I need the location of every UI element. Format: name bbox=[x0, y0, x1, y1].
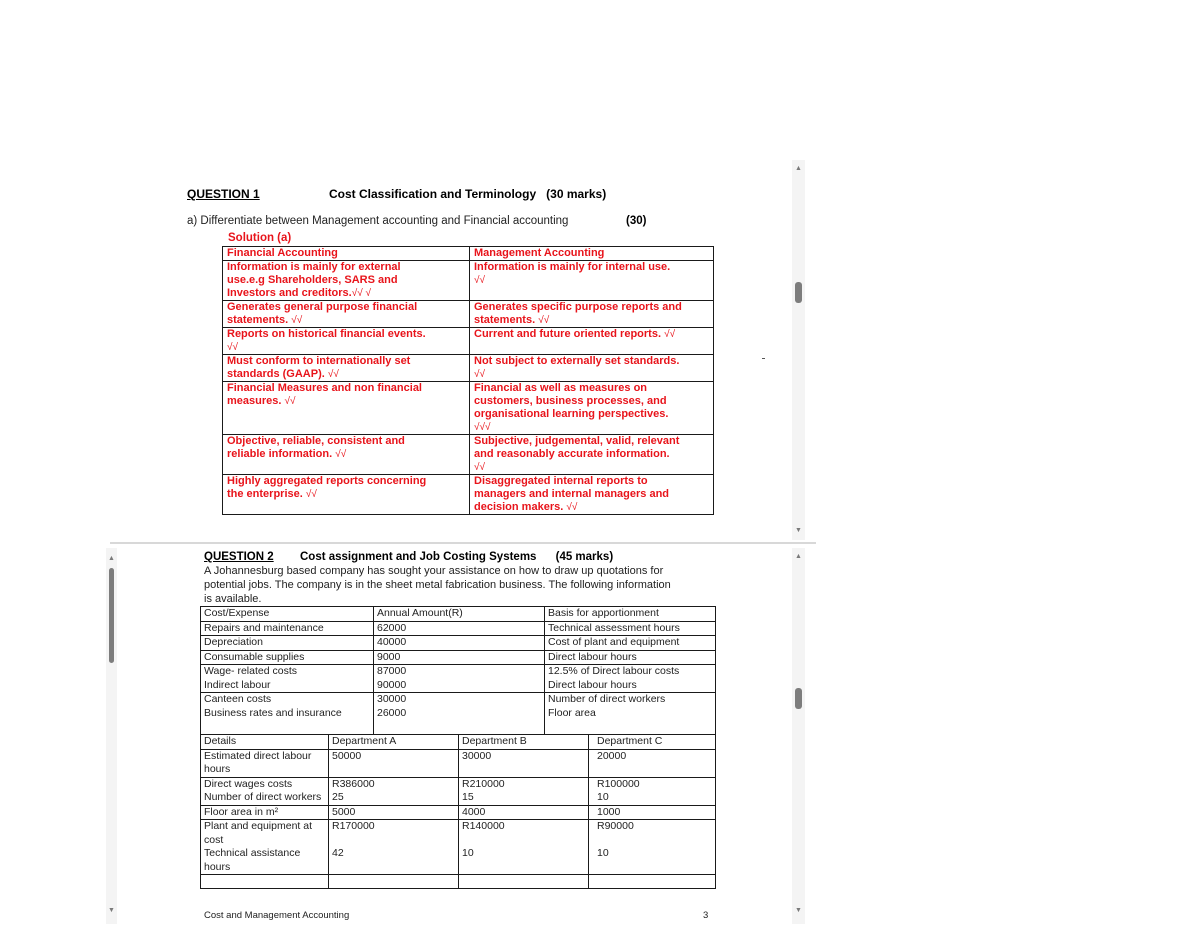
cell-line: 10 bbox=[462, 847, 474, 859]
cell-line: Generates specific purpose reports and bbox=[474, 301, 682, 313]
table-header-row bbox=[223, 247, 714, 261]
cell-line: Current and future oriented reports. bbox=[474, 328, 662, 340]
table-cell bbox=[201, 820, 329, 875]
table-row bbox=[223, 301, 714, 328]
scroll-down-icon[interactable]: ▼ bbox=[108, 907, 115, 914]
cell-line: R170000 bbox=[332, 820, 375, 832]
table-cell: Consumable supplies bbox=[201, 650, 374, 665]
table-row bbox=[201, 636, 716, 651]
table-cell: 4000 bbox=[459, 805, 589, 820]
tick-marks: √√ bbox=[566, 502, 578, 513]
table-header-row bbox=[201, 735, 716, 750]
table-cell bbox=[223, 301, 470, 328]
table-cell bbox=[223, 328, 470, 355]
cell-line: 25 bbox=[332, 791, 344, 803]
tick-marks: √√ bbox=[284, 396, 296, 407]
header-cell: Department A bbox=[329, 735, 459, 750]
cell-line: Generates general purpose financial bbox=[227, 301, 418, 313]
table-cell: 1000 bbox=[589, 805, 716, 820]
table-cell bbox=[374, 665, 545, 693]
header-cell: Details bbox=[201, 735, 329, 750]
table-row bbox=[223, 435, 714, 475]
cell-line: use.e.g Shareholders, SARS and bbox=[227, 274, 398, 286]
table-cell bbox=[459, 777, 589, 805]
cell-line: Information is mainly for external bbox=[227, 261, 401, 273]
cell-line: Plant and equipment at cost bbox=[204, 820, 312, 846]
part-a-question: a) Differentiate between Management accounting and Financial accounting bbox=[187, 215, 569, 227]
table-cell bbox=[223, 355, 470, 382]
scroll-up-icon[interactable]: ▲ bbox=[108, 555, 115, 562]
page-footer-title: Cost and Management Accounting bbox=[204, 910, 350, 921]
cell-line: Must conform to internationally set bbox=[227, 355, 411, 367]
cell-line: statements. bbox=[227, 314, 289, 326]
table-cell bbox=[374, 693, 545, 734]
cell-line: 30000 bbox=[377, 693, 407, 705]
scrollbar-top[interactable] bbox=[792, 160, 805, 540]
question-1-marks: (30 marks) bbox=[546, 187, 607, 201]
cell-line: customers, business processes, and bbox=[474, 395, 667, 407]
table-cell bbox=[223, 382, 470, 435]
cell-line: standards (GAAP). bbox=[227, 368, 325, 380]
table-cell bbox=[201, 665, 374, 693]
tick-marks: √√√ bbox=[474, 422, 491, 433]
cell-line: R90000 bbox=[597, 820, 634, 832]
cell-line: Direct labour hours bbox=[548, 678, 637, 691]
cell-line: R100000 bbox=[597, 777, 640, 790]
cell-line: statements. bbox=[474, 314, 536, 326]
table-cell bbox=[459, 875, 589, 889]
pane-divider[interactable] bbox=[110, 542, 816, 544]
cell-line: Investors and creditors. bbox=[227, 287, 352, 299]
header-cell: Basis for apportionment bbox=[545, 607, 716, 622]
table-row bbox=[201, 805, 716, 820]
stray-mark bbox=[762, 358, 765, 359]
scroll-up-icon[interactable]: ▲ bbox=[795, 553, 802, 560]
cell-line: Business rates and insurance bbox=[204, 706, 342, 719]
table-row bbox=[223, 382, 714, 435]
tick-marks: √√ √ bbox=[351, 288, 371, 299]
cell-line: 10 bbox=[597, 847, 609, 859]
scroll-down-icon[interactable]: ▼ bbox=[795, 527, 802, 534]
intro-line: is available. bbox=[204, 593, 262, 605]
tick-marks: √√ bbox=[291, 315, 303, 326]
header-financial: Financial Accounting bbox=[223, 247, 470, 261]
scroll-up-icon[interactable]: ▲ bbox=[795, 165, 802, 172]
table-header-row bbox=[201, 607, 716, 622]
question-1-label: QUESTION 1 bbox=[187, 187, 260, 201]
table-cell bbox=[223, 435, 470, 475]
table-row bbox=[201, 749, 716, 777]
table-row bbox=[223, 475, 714, 515]
scroll-thumb[interactable] bbox=[795, 688, 802, 709]
table-cell: 40000 bbox=[374, 636, 545, 651]
tick-marks: √√ bbox=[474, 462, 485, 473]
table-cell bbox=[589, 777, 716, 805]
tick-marks: √√ bbox=[538, 315, 550, 326]
table-cell: Repairs and maintenance bbox=[201, 621, 374, 636]
tick-marks: √√ bbox=[227, 342, 238, 353]
table-cell bbox=[201, 777, 329, 805]
table-cell bbox=[329, 820, 459, 875]
table-row bbox=[223, 355, 714, 382]
table-cell: Direct labour hours bbox=[545, 650, 716, 665]
cell-line: 10 bbox=[597, 791, 609, 803]
table-cell: Floor area in m² bbox=[201, 805, 329, 820]
cell-line: Reports on historical financial events. bbox=[227, 328, 426, 340]
table-cell bbox=[459, 820, 589, 875]
cell-line: R210000 bbox=[462, 777, 505, 790]
table-cell bbox=[470, 301, 714, 328]
cell-line: 15 bbox=[462, 791, 474, 803]
table-cell bbox=[470, 475, 714, 515]
question-2-marks: (45 marks) bbox=[555, 551, 614, 563]
cell-line: Highly aggregated reports concerning bbox=[227, 475, 427, 487]
cell-line: Subjective, judgemental, valid, relevant bbox=[474, 435, 680, 447]
solution-heading: Solution (a) bbox=[228, 232, 292, 244]
cell-line: 90000 bbox=[377, 678, 407, 691]
cell-line: measures. bbox=[227, 395, 282, 407]
table-cell: 30000 bbox=[459, 749, 589, 777]
cell-line: R140000 bbox=[462, 820, 505, 832]
table-cell bbox=[589, 820, 716, 875]
table-cell bbox=[223, 261, 470, 301]
cost-expense-table bbox=[200, 606, 716, 734]
cell-line: 12.5% of Direct labour costs bbox=[548, 665, 680, 677]
table-row bbox=[201, 665, 716, 693]
table-cell: Technical assessment hours bbox=[545, 621, 716, 636]
cell-line: 87000 bbox=[377, 665, 407, 677]
table-cell bbox=[470, 328, 714, 355]
scrollbar-bottom[interactable] bbox=[792, 548, 805, 924]
document-pane-bottom[interactable] bbox=[110, 546, 815, 924]
table-cell: 50000 bbox=[329, 749, 459, 777]
cell-line: the enterprise. bbox=[227, 488, 303, 500]
question-2-label: QUESTION 2 bbox=[204, 551, 274, 563]
cell-line: R386000 bbox=[332, 777, 375, 790]
intro-line: potential jobs. The company is in the sheet metal fabrication business. The following information bbox=[204, 579, 671, 591]
table-cell bbox=[329, 777, 459, 805]
question-2-title bbox=[300, 551, 613, 563]
cell-line: Floor area bbox=[548, 706, 596, 719]
tick-marks: √√ bbox=[664, 329, 676, 340]
table-cell bbox=[470, 435, 714, 475]
table-cell bbox=[201, 693, 374, 734]
table-cell bbox=[223, 475, 470, 515]
department-details-table bbox=[200, 734, 716, 889]
question-1-title-text: Cost Classification and Terminology bbox=[329, 187, 537, 201]
cell-line: Canteen costs bbox=[204, 693, 272, 705]
scroll-down-icon[interactable]: ▼ bbox=[795, 907, 802, 914]
header-cell: Cost/Expense bbox=[201, 607, 374, 622]
tick-marks: √√ bbox=[327, 369, 339, 380]
header-cell: Annual Amount(R) bbox=[374, 607, 545, 622]
table-row bbox=[223, 328, 714, 355]
cell-line: 42 bbox=[332, 847, 344, 859]
table-row bbox=[201, 693, 716, 734]
table-row bbox=[201, 621, 716, 636]
table-cell bbox=[329, 875, 459, 889]
table-cell: Depreciation bbox=[201, 636, 374, 651]
table-row bbox=[201, 820, 716, 875]
scrollbar-left[interactable] bbox=[106, 548, 117, 924]
table-cell bbox=[545, 693, 716, 734]
scroll-thumb[interactable] bbox=[795, 282, 802, 303]
table-cell bbox=[470, 382, 714, 435]
cell-line: managers and internal managers and bbox=[474, 488, 670, 500]
cell-line: reliable information. bbox=[227, 448, 333, 460]
accounting-comparison-table bbox=[222, 246, 714, 515]
header-management: Management Accounting bbox=[470, 247, 714, 261]
document-pane-top[interactable] bbox=[110, 160, 815, 540]
tick-marks: √√ bbox=[305, 489, 317, 500]
cell-line: Objective, reliable, consistent and bbox=[227, 435, 405, 447]
part-a-marks: (30) bbox=[626, 215, 647, 227]
cell-line: and reasonably accurate information. bbox=[474, 448, 670, 460]
question-2-title-text: Cost assignment and Job Costing Systems bbox=[300, 551, 537, 563]
cell-line: Technical assistance hours bbox=[204, 847, 301, 873]
scroll-thumb[interactable] bbox=[109, 568, 114, 663]
cell-line: organisational learning perspectives. bbox=[474, 408, 669, 420]
table-cell bbox=[470, 355, 714, 382]
table-cell bbox=[589, 875, 716, 889]
table-cell: 5000 bbox=[329, 805, 459, 820]
intro-line: A Johannesburg based company has sought your assistance on how to draw up quotations for bbox=[204, 565, 664, 577]
table-cell: Estimated direct labour hours bbox=[201, 749, 329, 777]
cell-line: Number of direct workers bbox=[548, 693, 666, 705]
table-cell: 62000 bbox=[374, 621, 545, 636]
cell-line: decision makers. bbox=[474, 501, 564, 513]
table-row bbox=[201, 875, 716, 889]
table-cell: 9000 bbox=[374, 650, 545, 665]
table-cell: 20000 bbox=[589, 749, 716, 777]
tick-marks: √√ bbox=[474, 369, 485, 380]
table-row bbox=[201, 777, 716, 805]
cell-line: Indirect labour bbox=[204, 678, 271, 691]
table-cell bbox=[470, 261, 714, 301]
cell-line: Financial as well as measures on bbox=[474, 382, 648, 394]
page-number: 3 bbox=[703, 910, 709, 921]
cell-line: Not subject to externally set standards. bbox=[474, 355, 680, 367]
tick-marks: √√ bbox=[335, 449, 347, 460]
table-cell bbox=[545, 665, 716, 693]
cell-line: Financial Measures and non financial bbox=[227, 382, 422, 394]
cell-line: Number of direct workers bbox=[204, 791, 322, 803]
header-cell: Department B bbox=[459, 735, 589, 750]
cell-line: Wage- related costs bbox=[204, 665, 297, 677]
tick-marks: √√ bbox=[474, 275, 485, 286]
cell-line: 26000 bbox=[377, 706, 407, 719]
cell-line: Information is mainly for internal use. bbox=[474, 261, 671, 273]
table-cell: Cost of plant and equipment bbox=[545, 636, 716, 651]
header-cell: Department C bbox=[589, 735, 716, 750]
table-row bbox=[223, 261, 714, 301]
table-cell bbox=[201, 875, 329, 889]
question-1-title bbox=[329, 187, 606, 201]
table-row bbox=[201, 650, 716, 665]
cell-line: Disaggregated internal reports to bbox=[474, 475, 648, 487]
cell-line: Direct wages costs bbox=[204, 777, 293, 790]
